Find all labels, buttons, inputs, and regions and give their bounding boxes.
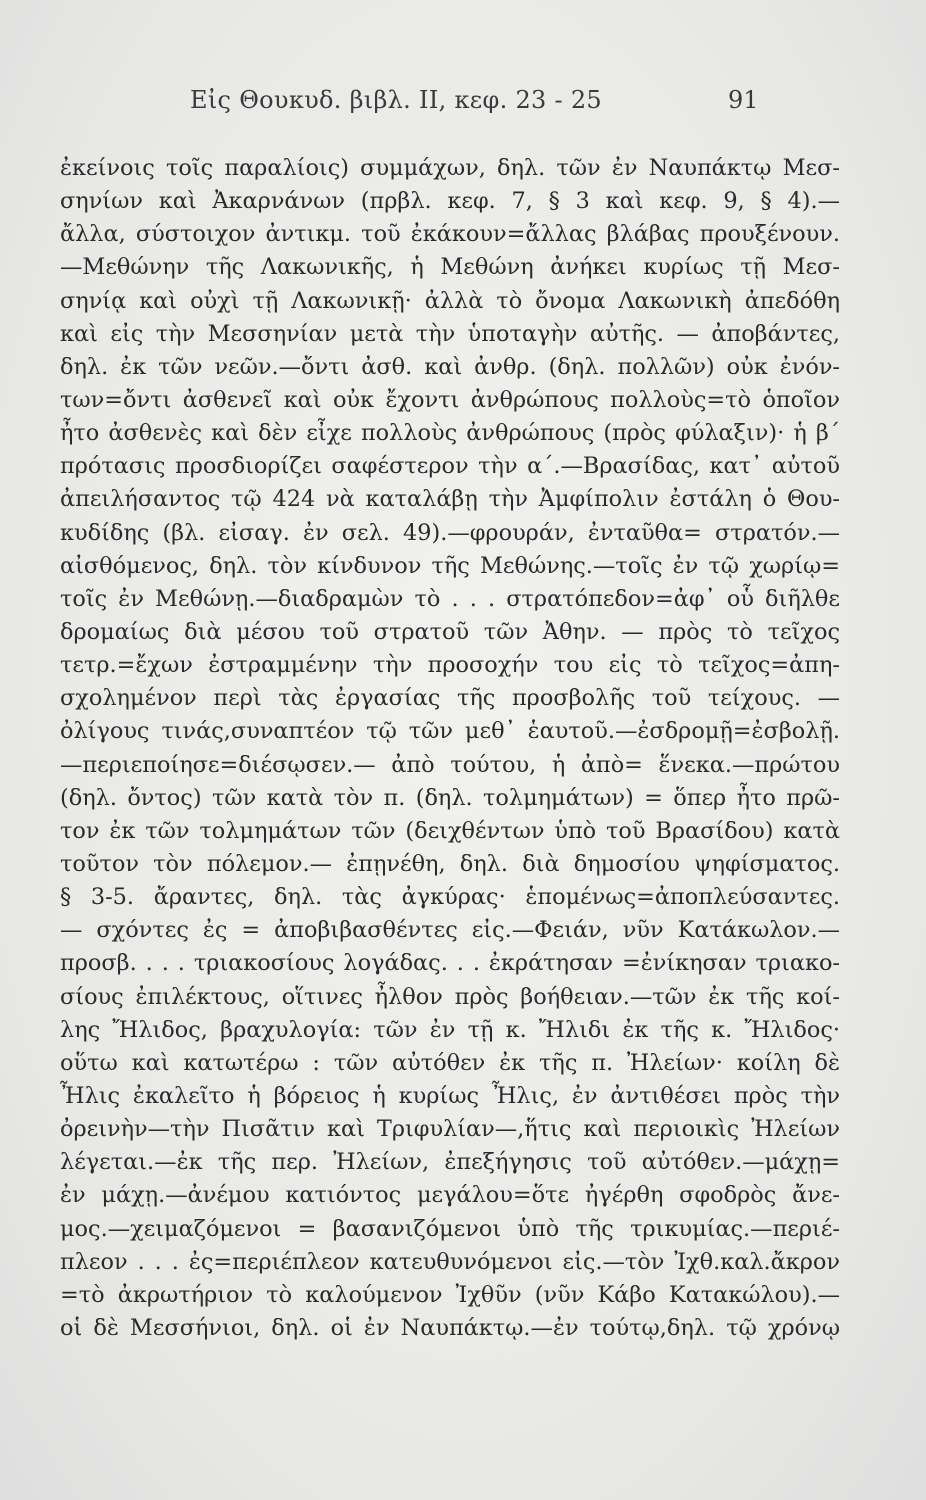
text-line: ἄλλα, σύστοιχον ἀντικμ. τοῦ ἐκάκουν=ἄλλας βλάβας προυξένουν. bbox=[60, 221, 840, 248]
text-line: =τὸ ἀκρωτήριον τὸ καλούμενον Ἰχθῦν (νῦν Κάβο Κατακώλου).— bbox=[60, 1281, 840, 1308]
text-line: κυδίδης (βλ. εἰσαγ. ἐν σελ. 49).—φρουράν, ἐνταῦθα= στρατόν.— bbox=[60, 519, 840, 546]
text-line: ἐν μάχῃ.—ἀνέμου κατιόντος μεγάλου=ὅτε ἠγέρθη σφοδρὸς ἄνε- bbox=[60, 1182, 840, 1209]
text-line: λέγεται.—ἐκ τῆς περ. Ἠλείων, ἐπεξήγησις τοῦ αὐτόθεν.—μάχῃ= bbox=[60, 1149, 840, 1176]
text-line: λης Ἤλιδος, βραχυλογία: τῶν ἐν τῇ κ. Ἤλιδι ἐκ τῆς κ. Ἤλιδος· bbox=[60, 1016, 840, 1043]
text-line: σίους ἐπιλέκτους, οἵτινες ἦλθον πρὸς βοήθειαν.—τῶν ἐκ τῆς κοί- bbox=[60, 983, 840, 1010]
text-line: πρότασις προσδιορίζει σαφέστερον τὴν α΄.—Βρασίδας, κατ᾽ αὐτοῦ bbox=[60, 453, 840, 480]
text-line: των=ὄντι ἀσθενεῖ καὶ οὐκ ἔχοντι ἀνθρώπους πολλοὺς=τὸ ὁποῖον bbox=[60, 386, 840, 413]
page-number: 91 bbox=[728, 86, 759, 114]
text-line: πλεον . . . ἐς=περιέπλεον κατευθυνόμενοι εἰς.—τὸν Ἰχθ.καλ.ἄκρον bbox=[60, 1248, 840, 1275]
text-line: δηλ. ἐκ τῶν νεῶν.—ὄντι ἀσθ. καὶ ἀνθρ. (δηλ. πολλῶν) οὐκ ἐνόν- bbox=[60, 353, 840, 380]
text-line: ὀρεινὴν—τὴν Πισᾶτιν καὶ Τριφυλίαν—,ἥτις καὶ περιοικὶς Ἠλείων bbox=[60, 1116, 840, 1143]
text-line: — σχόντες ἐς = ἀποβιβασθέντες εἰς.—Φειάν, νῦν Κατάκωλον.— bbox=[60, 917, 840, 944]
text-line: —Μεθώνην τῆς Λακωνικῆς, ἡ Μεθώνη ἀνήκει κυρίως τῇ Μεσ- bbox=[60, 254, 840, 281]
text-line: καὶ εἰς τὴν Μεσσηνίαν μετὰ τὴν ὑποταγὴν αὐτῆς. — ἀποβάντες, bbox=[60, 320, 840, 347]
text-line: οὕτω καὶ κατωτέρω : τῶν αὐτόθεν ἐκ τῆς π. Ἠλείων· κοίλη δὲ bbox=[60, 1049, 840, 1076]
text-line: σηνίᾳ καὶ οὐχὶ τῇ Λακωνικῇ· ἀλλὰ τὸ ὄνομα Λακωνικὴ ἀπεδόθη bbox=[60, 287, 840, 314]
text-line: σηνίων καὶ Ἀκαρνάνων (πρβλ. κεφ. 7, § 3 καὶ κεφ. 9, § 4).— bbox=[60, 188, 840, 215]
text-line: τετρ.=ἔχων ἐστραμμένην τὴν προσοχήν του εἰς τὸ τεῖχος=ἀπη- bbox=[60, 652, 840, 679]
text-line: —περιεποίησε=διέσῳσεν.— ἀπὸ τούτου, ἡ ἀπὸ= ἕνεκα.—πρώτου bbox=[60, 751, 840, 778]
commentary-text bbox=[60, 152, 840, 1345]
text-line: προσβ. . . . τριακοσίους λογάδας. . . ἐκράτησαν =ἐνίκησαν τριακο- bbox=[60, 950, 840, 977]
text-line: τον ἐκ τῶν τολμημάτων τῶν (δειχθέντων ὑπὸ τοῦ Βρασίδου) κατὰ bbox=[60, 817, 840, 844]
text-line: ὀλίγους τινάς,συναπτέον τῷ τῶν μεθ᾽ ἑαυτοῦ.—ἐσδρομῇ=ἐσβολῇ. bbox=[60, 718, 840, 745]
text-line: Ἦλις ἐκαλεῖτο ἡ βόρειος ἡ κυρίως Ἦλις, ἐν ἀντιθέσει πρὸς τὴν bbox=[60, 1082, 840, 1109]
text-line: τοῖς ἐν Μεθώνῃ.—διαδραμὼν τὸ . . . στρατόπεδον=ἀφ᾽ οὗ διῆλθε bbox=[60, 585, 840, 612]
text-line: οἱ δὲ Μεσσήνιοι, δηλ. οἱ ἐν Ναυπάκτῳ.—ἐν τούτῳ,δηλ. τῷ χρόνῳ bbox=[60, 1314, 840, 1341]
text-line: τοῦτον τὸν πόλεμον.— ἐπῃνέθη, δηλ. διὰ δημοσίου ψηφίσματος. bbox=[60, 850, 840, 877]
text-line: αἰσθόμενος, δηλ. τὸν κίνδυνον τῆς Μεθώνης.—τοῖς ἐν τῷ χωρίῳ= bbox=[60, 552, 840, 579]
running-head: Εἰς Θουκυδ. βιβλ. ΙΙ, κεφ. 23 - 25 bbox=[190, 86, 603, 114]
text-line: ἀπειλήσαντος τῷ 424 νὰ καταλάβῃ τὴν Ἀμφίπολιν ἐστάλη ὁ Θου- bbox=[60, 486, 840, 513]
text-line: σχολημένον περὶ τὰς ἐργασίας τῆς προσβολῆς τοῦ τείχους. — bbox=[60, 685, 840, 712]
text-line: ἐκείνοις τοῖς παραλίοις) συμμάχων, δηλ. τῶν ἐν Ναυπάκτῳ Μεσ- bbox=[60, 155, 840, 181]
text-line: μος.—χειμαζόμενοι = βασανιζόμενοι ὑπὸ τῆς τρικυμίας.—περιέ- bbox=[60, 1215, 840, 1242]
text-line: ἦτο ἀσθενὲς καὶ δὲν εἶχε πολλοὺς ἀνθρώπους (πρὸς φύλαξιν)· ἡ β΄ bbox=[60, 420, 840, 447]
text-line: (δηλ. ὄντος) τῶν κατὰ τὸν π. (δηλ. τολμημάτων) = ὅπερ ἦτο πρῶ- bbox=[60, 784, 840, 811]
text-line: § 3-5. ἄραντες, δηλ. τὰς ἀγκύρας· ἑπομένως=ἀποπλεύσαντες. bbox=[60, 884, 840, 911]
text-line: δρομαίως διὰ μέσου τοῦ στρατοῦ τῶν Ἀθην. — πρὸς τὸ τεῖχος bbox=[60, 618, 840, 645]
